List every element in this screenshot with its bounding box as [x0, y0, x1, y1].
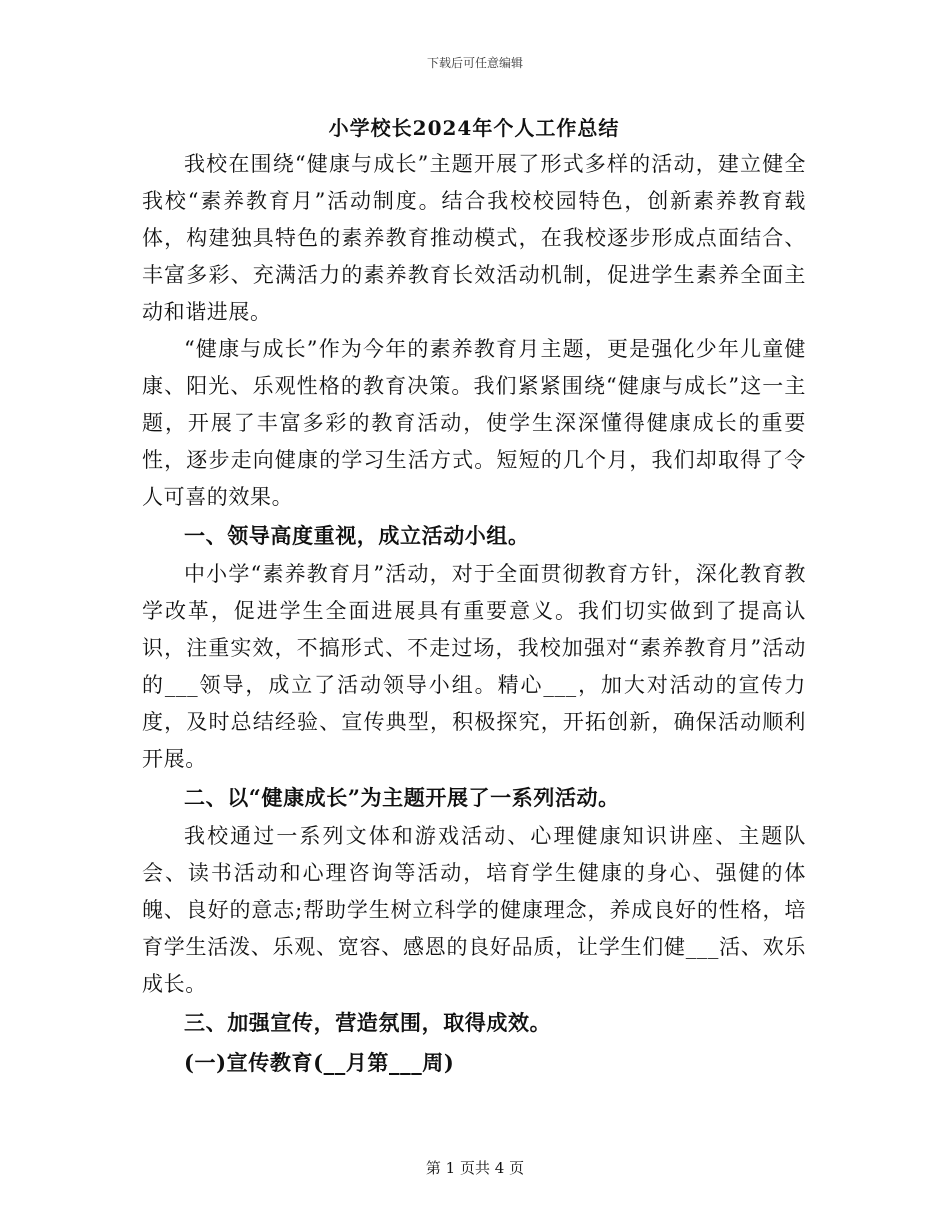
download-note: 下载后可任意编辑: [426, 56, 523, 70]
paragraph: 我校在围绕“健康与成长”主题开展了形式多样的活动，建立健全我校“素养教育月”活动制度。结合我校校园特色，创新素养教育载体，构建独具特色的素养教育推动模式，在我校逐步形成点面结合、丰富多彩、充满活力的素养教育长效活动机制，促进学生素养全面主动和谐进展。: [142, 152, 806, 324]
document-body: [142, 110, 806, 1083]
paragraph: “健康与成长”作为今年的素养教育月主题，更是强化少年儿童健康、阳光、乐观性格的教育决策。我们紧紧围绕“健康与成长”这一主题，开展了丰富多彩的教育活动，使学生深深懂得健康成长的重要性，逐步走向健康的学习生活方式。短短的几个月，我们却取得了令人可喜的效果。: [142, 337, 806, 509]
section-heading: 一、领导高度重视，成立活动小组。: [184, 523, 530, 548]
subsection-heading: (一)宣传教育(__月第___周): [184, 1050, 455, 1075]
paragraph: 中小学“素养教育月”活动，对于全面贯彻教育方针，深化教育教学改革，促进学生全面进展具有重要意义。我们切实做到了提高认识，注重实效，不搞形式、不走过场，我校加强对“素养教育月”活动的___领导，成立了活动领导小组。精心___，加大对活动的宣传力度，及时总结经验、宣传典型，积极探究，开拓创新，确保活动顺利开展。: [142, 562, 806, 771]
page-number: 第 1 页共 4 页: [425, 1159, 525, 1177]
section-heading: 二、以“健康成长”为主题开展了一系列活动。: [184, 785, 620, 810]
page-title: 小学校长2024年个人工作总结: [328, 116, 620, 140]
paragraph: 我校通过一系列文体和游戏活动、心理健康知识讲座、主题队会、读书活动和心理咨询等活动，培育学生健康的身心、强健的体魄、良好的意志;帮助学生树立科学的健康理念，养成良好的性格，培育学生活泼、乐观、宽容、感恩的良好品质，让学生们健___活、欢乐成长。: [142, 824, 806, 996]
section-heading: 三、加强宣传，营造氛围，取得成效。: [184, 1010, 552, 1035]
